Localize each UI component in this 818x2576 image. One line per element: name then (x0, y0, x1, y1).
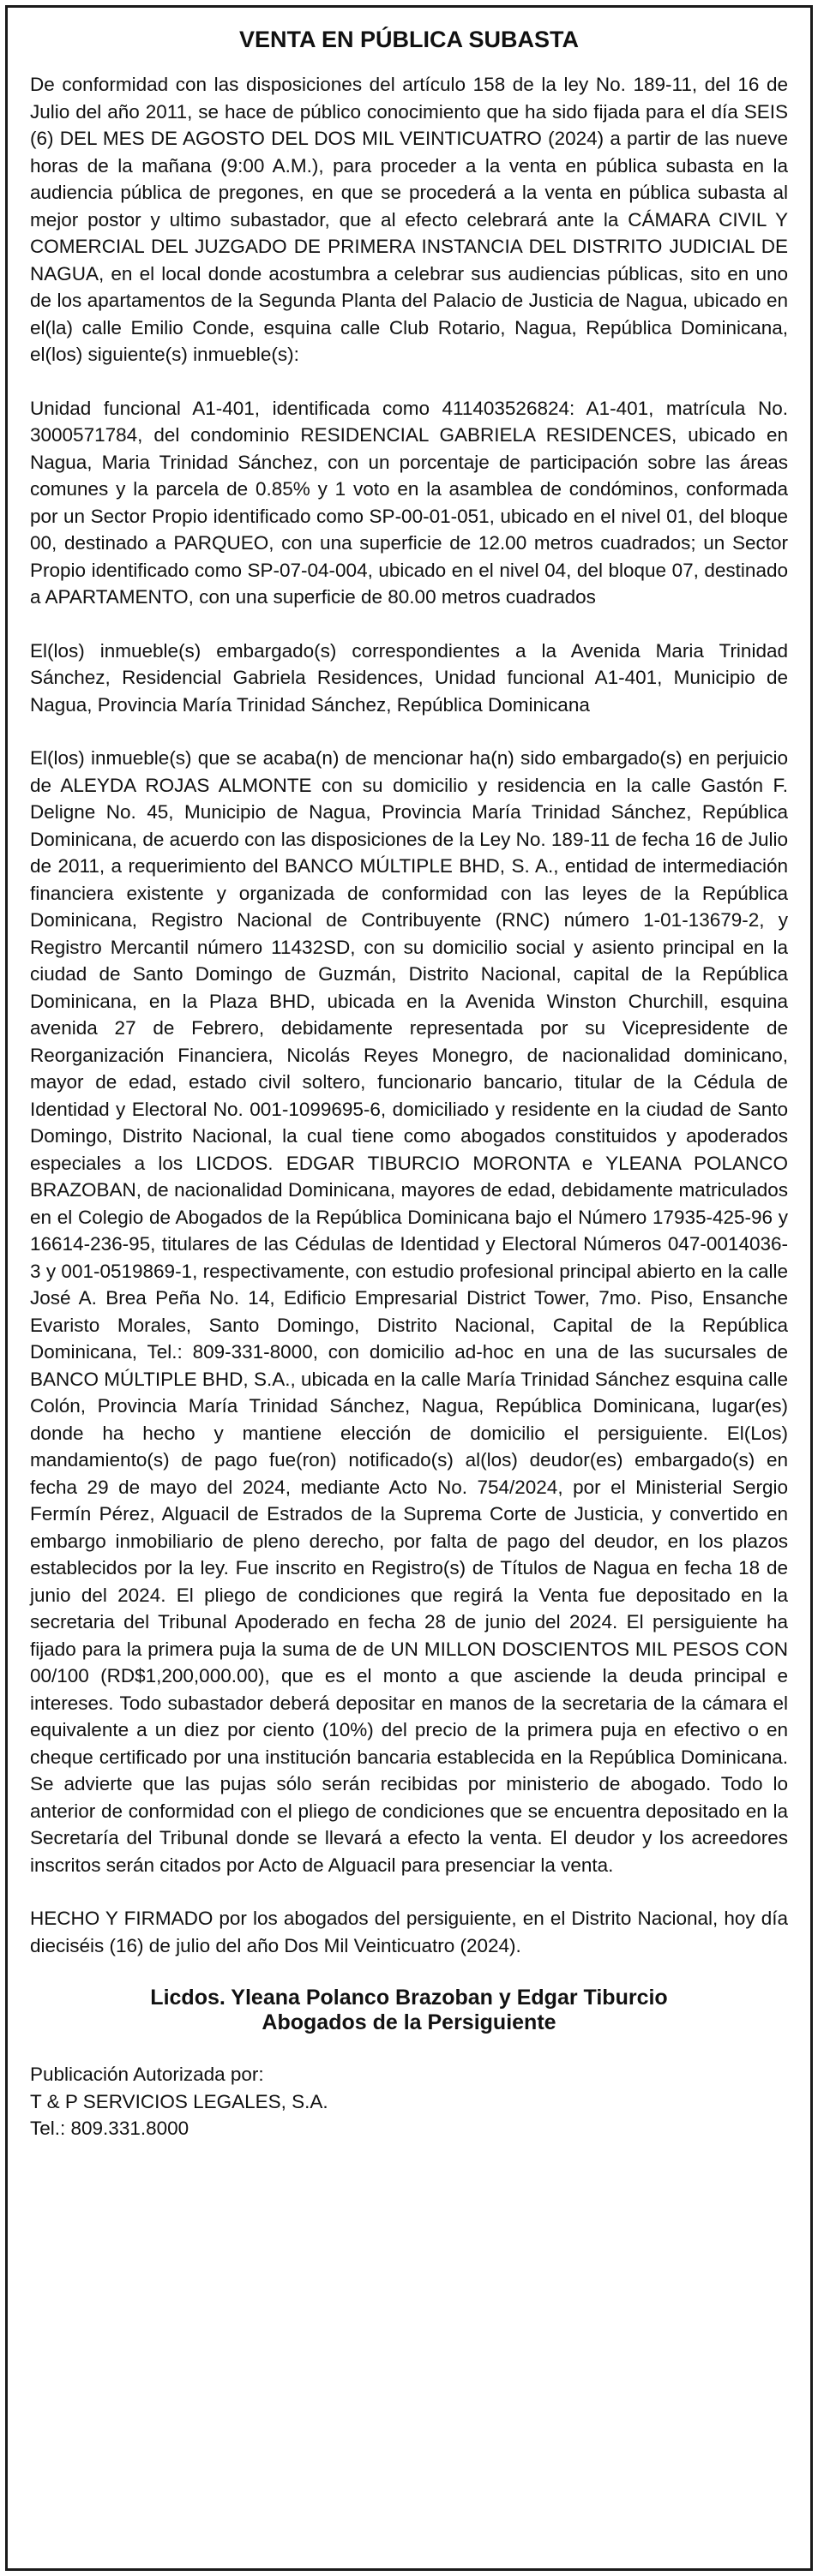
publication-phone: Tel.: 809.331.8000 (30, 2118, 189, 2139)
signers-role: Abogados de la Persiguiente (262, 2010, 556, 2034)
publication-company: T & P SERVICIOS LEGALES, S.A. (30, 2090, 328, 2112)
paragraph-property-location: El(los) inmueble(s) embargado(s) correspondientes a la Avenida Maria Trinidad Sánchez, Residencial Gabriela Residences, Unidad funcional A1-401, Municipio de Nagua, Provincia María Trinidad Sánchez, República Dominicana (30, 639, 788, 716)
signers-block (30, 1986, 788, 2035)
paragraph-signed-date: HECHO Y FIRMADO por los abogados del persiguiente, en el Distrito Nacional, hoy día dieciséis (16) de julio del año Dos Mil Veinticuatro (2024). (30, 1908, 788, 1956)
paragraph-seizure-details: El(los) inmueble(s) que se acaba(n) de mencionar ha(n) sido embargado(s) en perjuicio de ALEYDA ROJAS ALMONTE con su domicilio y residencia en la calle Gastón F. Deligne No. 45, Municipio de Nagua, Provincia María Trinidad Sánchez, República Dominicana, de acuerdo con las disposiciones de la Ley No. 189-11 de fecha 16 de Julio de 2011, a requerimiento del BANCO MÚLTIPLE BHD, S. A., entidad de intermediación financiera existente y organizada de conformidad con las leyes de la República Dominicana, Registro Nacional de Contribuyente (RNC) número 1-01-13679-2, y Registro Mercantil número 11432SD, con su domicilio social y asiento principal en la ciudad de Santo Domingo de Guzmán, Distrito Nacional, capital de la República Dominicana, en la Plaza BHD, ubicada en la Avenida Winston Churchill, esquina avenida 27 de Febrero, debidamente representada por su Vicepresidente de Reorganización Financiera, Nicolás Reyes Monegro, de nacionalidad dominicano, mayor de edad, estado civil soltero, funcionario bancario, titular de la Cédula de Identidad y Electoral No. 001-1099695-6, domiciliado y residente en la ciudad de Santo Domingo, Distrito Nacional, la cual tiene como abogados constituidos y apoderados especiales a los LICDOS. EDGAR TIBURCIO MORONTA e YLEANA POLANCO BRAZOBAN, de nacionalidad Dominicana, mayores de edad, debidamente matriculados en el Colegio de Abogados de la República Dominicana bajo el Número 17935-425-96 y 16614-236-95, titulares de las Cédulas de Identidad y Electoral Números 047-0014036-3 y 001-0519869-1, respectivamente, con estudio profesional principal abierto en la calle José A. Brea Peña No. 14, Edificio Empresarial District Tower, 7mo. Piso, Ensanche Evaristo Morales, Santo Domingo, Distrito Nacional, Capital de la República Dominicana, Tel.: 809-331-8000, con domicilio ad-hoc en una de las sucursales de BANCO MÚLTIPLE BHD, S.A., ubicada en la calle María Trinidad Sánchez esquina calle Colón, Provincia María Trinidad Sánchez, Nagua, República Dominicana, lugar(es) donde ha hecho y mantiene elección de domicilio el persiguiente. El(Los) mandamiento(s) de pago fue(ron) notificado(s) al(los) deudor(es) embargado(s) en fecha 29 de mayo del 2024, mediante Acto No. 754/2024, por el Ministerial Sergio Fermín Pérez, Alguacil de Estrados de la Suprema Corte de Justicia, y convertido en embargo inmobiliario de pleno derecho, por falta de pago del deudor, en los plazos establecidos por la ley. Fue inscrito en Registro(s) de Títulos de Nagua en fecha 18 de junio del 2024. El pliego de condiciones que regirá la Venta fue depositado en la secretaria del Tribunal Apoderado en fecha 28 de junio del 2024. El persiguiente ha fijado para la primera puja la suma de de UN MILLON DOSCIENTOS MIL PESOS CON 00/100 (RD$1,200,000.00), que es el monto a que asciende la deuda principal e intereses. Todo subastador deberá depositar en manos de la secretaria de la cámara el equivalente a un diez por ciento (10%) del precio de la primera puja en efectivo o en cheque certificado por una institución bancaria establecida en la República Dominicana. Se advierte que las pujas sólo serán recibidas por ministerio de abogado. Todo lo anterior de conformidad con el pliego de condiciones que se encuentra depositado en la Secretaría del Tribunal donde se llevará a efecto la venta. El deudor y los acreedores inscritos serán citados por Acto de Alguacil para presenciar la venta. (30, 747, 788, 1876)
publication-block (30, 2061, 788, 2142)
notice-title: VENTA EN PÚBLICA SUBASTA (238, 27, 579, 52)
legal-notice (5, 5, 813, 2571)
publication-authorized-label: Publicación Autorizada por: (30, 2064, 264, 2085)
paragraph-auction-announcement: De conformidad con las disposiciones del artículo 158 de la ley No. 189-11, del 16 de Julio del año 2011, se hace de público conocimiento que ha sido fijada para el día SEIS (6) DEL MES DE AGOSTO DEL DOS MIL VEINTICUATRO (2024) a partir de las nueve horas de la mañana (9:00 A.M.), para proceder a la venta en pública subasta en la audiencia pública de pregones, en que se procederá a la venta en pública subasta al mejor postor y ultimo subastador, que al efecto celebrará ante la CÁMARA CIVIL Y COMERCIAL DEL JUZGADO DE PRIMERA INSTANCIA DEL DISTRITO JUDICIAL DE NAGUA, en el local donde acostumbra a celebrar sus audiencias públicas, sito en uno de los apartamentos de la Segunda Planta del Palacio de Justicia de Nagua, ubicado en el(la) calle Emilio Conde, esquina calle Club Rotario, Nagua, República Dominicana, el(los) siguiente(s) inmueble(s): (30, 74, 788, 365)
signers-names: Licdos. Yleana Polanco Brazoban y Edgar Tiburcio (150, 1986, 668, 2010)
paragraph-property-description: Unidad funcional A1-401, identificada como 411403526824: A1-401, matrícula No. 3000571784, del condominio RESIDENCIAL GABRIELA RESIDENCES, ubicado en Nagua, Maria Trinidad Sánchez, con un porcentaje de participación sobre las áreas comunes y la parcela de 0.85% y 1 voto en la asamblea de condóminos, conformada por un Sector Propio identificado como SP-00-01-051, ubicado en el nivel 01, del bloque 00, destinado a PARQUEO, con una superficie de 12.00 metros cuadrados; un Sector Propio identificado como SP-07-04-004, ubicado en el nivel 04, del bloque 07, destinado a APARTAMENTO, con una superficie de 80.00 metros cuadrados (30, 397, 788, 608)
